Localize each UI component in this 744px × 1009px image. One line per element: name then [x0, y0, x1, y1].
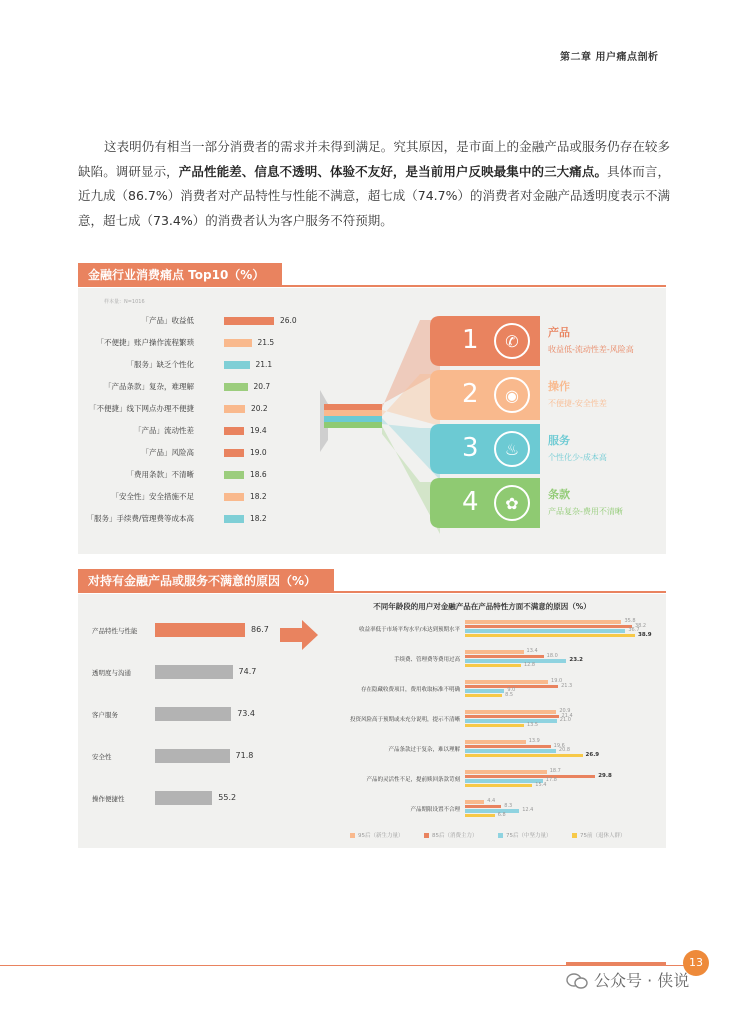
category-icon: ♨ [494, 431, 530, 467]
footer-accent [566, 962, 666, 966]
age-bar-value: 8.5 [505, 691, 514, 698]
reason-bar [155, 665, 233, 679]
age-bar [465, 809, 519, 813]
age-bar-value: 29.8 [598, 772, 612, 779]
age-bar-value: 13.5 [526, 721, 539, 728]
category-icon: ✆ [494, 323, 530, 359]
top10-label: 「不便捷」线下网点办理不便捷 [89, 404, 194, 413]
top10-row [90, 315, 320, 327]
age-bar [465, 710, 556, 714]
age-bar-value: 38.9 [638, 631, 652, 638]
age-bar [465, 770, 547, 774]
age-row-label: 产品的灵活性不足，提前赎回条款苛刻 [366, 777, 460, 783]
age-bar [465, 664, 521, 668]
intro-paragraph [78, 135, 670, 233]
age-row-label: 存在隐藏收费项目，费用收取标准不明确 [360, 687, 460, 693]
age-bar [465, 650, 524, 654]
top10-row [90, 469, 320, 481]
legend-item [424, 831, 478, 839]
age-bar-value: 19.6 [553, 742, 565, 749]
top10-row [90, 337, 320, 349]
reason-value: 71.8 [235, 751, 254, 760]
age-bar-value: 17.8 [545, 777, 557, 783]
age-bar-value: 12.4 [522, 807, 534, 813]
age-bar [465, 775, 595, 779]
category-number: 1 [462, 325, 479, 355]
category-number: 3 [462, 433, 479, 463]
age-bar [465, 779, 543, 783]
reason-label: 安全性 [92, 753, 112, 761]
top10-value: 20.7 [253, 382, 271, 391]
top10-bar [224, 515, 244, 523]
reason-value: 73.4 [237, 709, 255, 718]
top10-bar [224, 405, 245, 413]
legend-label: 75前（退休人群） [580, 833, 626, 839]
age-row-label: 投资风险高于预期或未充分说明，提示不清晰 [349, 717, 460, 723]
age-bar [465, 689, 504, 693]
top10-value: 20.2 [251, 404, 268, 413]
category-title: 服务 [548, 434, 570, 447]
legend-item [350, 831, 404, 839]
age-bar [465, 625, 632, 629]
top10-value: 21.5 [257, 338, 275, 347]
legend-swatch [498, 833, 503, 838]
legend-label: 75后（中坚力量） [506, 833, 552, 839]
reason-label: 产品特性与性能 [92, 627, 138, 635]
intro-bold: 产品性能差、信息不透明、体验不友好，是当前用户反映最集中的三大痛点。 [178, 163, 608, 179]
legend-swatch [572, 833, 577, 838]
age-bar-value: 20.8 [558, 747, 571, 753]
age-row-label: 手续费、管理费等费用过高 [393, 657, 460, 663]
reason-label: 透明度与沟通 [92, 669, 131, 677]
top10-label: 「不便捷」账户操作流程繁琐 [96, 338, 194, 347]
category-title: 产品 [548, 326, 570, 339]
age-bar [465, 745, 551, 749]
category-title: 条款 [548, 488, 570, 501]
age-bar-value: 13.9 [528, 738, 540, 744]
watermark: 公众号 · 侠说 [594, 971, 690, 990]
reason-bar [155, 707, 231, 721]
top10-row [86, 513, 320, 525]
age-bar [465, 680, 548, 684]
age-bar-value: 21.0 [559, 717, 571, 723]
age-bar-value: 19.0 [551, 678, 563, 684]
age-bar-value: 23.2 [569, 657, 583, 663]
reason-bar [155, 791, 212, 805]
top10-label: 「服务」手续费/管理费等成本高 [86, 514, 194, 523]
intro-text-1: 这表明仍有相当一部分消费者的需求并未得到满足。究其原因，是市面上的金融产品或服务仍存在较多缺陷。调研显示， [78, 139, 670, 179]
age-row-label: 产品条款过于复杂，难以理解 [388, 747, 460, 753]
age-bar [465, 740, 526, 744]
age-bar [465, 724, 524, 728]
legend-item [498, 831, 552, 839]
top10-bar [224, 383, 248, 391]
age-bar [465, 805, 501, 809]
page-number: 13 [683, 950, 709, 976]
chapter-header: 第二章 用户痛点剖析 [560, 52, 659, 63]
age-bar [465, 749, 556, 753]
age-bar-value: 18.7 [549, 768, 561, 774]
category-number: 4 [462, 487, 479, 517]
reason-label: 客户服务 [92, 711, 118, 719]
top10-bar [224, 317, 274, 325]
age-bar [465, 814, 495, 818]
top10-label: 「产品」收益低 [141, 316, 194, 325]
age-bar-value: 8.3 [504, 802, 513, 809]
age-row-label: 产品期限设置不合理 [410, 807, 460, 813]
top10-value: 18.2 [250, 492, 267, 501]
top10-value: 19.4 [250, 426, 267, 435]
category-title: 操作 [548, 380, 570, 393]
category-subtitle: 个性化少-成本高 [548, 453, 607, 462]
top10-label: 「产品条款」复杂，难理解 [104, 382, 194, 391]
age-bar [465, 715, 559, 719]
age-bar-value: 15.4 [535, 781, 547, 788]
top10-label: 「服务」缺乏个性化 [126, 360, 194, 369]
top10-value: 21.1 [255, 360, 273, 369]
reason-label: 操作便捷性 [92, 795, 125, 803]
top10-bar [224, 339, 252, 347]
top10-label: 「产品」流动性差 [134, 426, 194, 435]
legend-swatch [424, 833, 429, 838]
top10-value: 18.2 [250, 514, 267, 523]
reason-value: 74.7 [238, 667, 257, 676]
legend-swatch [350, 833, 355, 838]
top10-value: 19.0 [250, 448, 267, 457]
age-bar [465, 629, 625, 633]
section2-title: 对持有金融产品或服务不满意的原因（%） [78, 569, 334, 593]
reason-value: 86.7 [251, 625, 269, 634]
top10-value: 18.6 [250, 470, 267, 479]
top10-label: 「产品」风险高 [141, 448, 194, 457]
category-subtitle: 不便捷-安全性差 [548, 399, 607, 408]
age-bar [465, 754, 583, 758]
age-bar-value: 35.8 [624, 618, 636, 624]
funnel-graphic [300, 312, 440, 542]
sample-size: 样本量：N=1016 [104, 299, 145, 305]
category-icon: ◉ [494, 377, 530, 413]
age-bar [465, 634, 635, 638]
top10-bar [224, 427, 244, 435]
category-subtitle: 产品复杂-费用不清晰 [548, 507, 623, 516]
top10-bar [224, 471, 244, 479]
age-bar-value: 9.0 [507, 687, 516, 693]
age-bar-value: 36.7 [628, 627, 640, 633]
age-bar-value: 21.3 [561, 682, 573, 689]
age-bar [465, 800, 484, 804]
age-bar-value: 26.9 [585, 751, 600, 758]
age-bar [465, 694, 502, 698]
age-bar [465, 655, 544, 659]
top10-row [90, 425, 320, 437]
top10-bar [224, 449, 244, 457]
section2-rule [78, 591, 666, 593]
section1-title: 金融行业消费痛点 Top10（%） [78, 263, 282, 287]
age-bar [465, 719, 557, 723]
top10-row [90, 359, 320, 371]
age-bar-value: 18.0 [546, 652, 558, 659]
legend-label: 85后（消费主力） [432, 833, 478, 839]
category-number: 2 [462, 379, 479, 409]
age-bar-value: 6.8 [497, 811, 506, 818]
age-bar-value: 20.9 [559, 708, 571, 714]
age-bar-value: 38.2 [634, 622, 647, 629]
top10-bar [224, 493, 244, 501]
legend-item [572, 831, 626, 839]
reason-bar [155, 623, 245, 637]
reason-bar [155, 749, 230, 763]
age-bar-value: 21.4 [561, 712, 573, 719]
top10-row [90, 491, 320, 503]
top10-bar [224, 361, 250, 369]
top10-label: 「安全性」安全措施不足 [111, 492, 194, 501]
age-bar-value: 13.4 [526, 648, 538, 654]
age-bar-value: 4.4 [487, 798, 496, 804]
top10-row [90, 381, 320, 393]
top10-value: 26.0 [280, 316, 297, 325]
wechat-icon [566, 972, 588, 990]
legend-label: 95后（新生力量） [358, 833, 404, 839]
age-bar-value: 12.8 [523, 661, 536, 668]
age-bar [465, 784, 532, 788]
age-chart-title: 不同年龄段的用户对金融产品在产品特性方面不满意的原因（%） [373, 602, 591, 611]
category-subtitle: 收益低-流动性差-风险高 [548, 345, 634, 354]
top10-label: 「费用条款」不清晰 [126, 470, 194, 479]
intro-text-2: 具体而言，近九成（86.7%）消费者对产品特性与性能不满意，超七成（74.7%）的消费者对金融产品透明度表示不满意，超七成（73.4%）的消费者认为客户服务不符预期。 [78, 163, 670, 228]
top10-row [90, 447, 320, 459]
reason-value: 55.2 [218, 793, 237, 802]
age-bar [465, 620, 621, 624]
age-bar [465, 659, 566, 663]
section1-rule [78, 285, 666, 287]
top10-row [90, 403, 320, 415]
category-icon: ✿ [494, 485, 530, 521]
age-row-label: 收益率低于市场平均水平/未达到预期水平 [359, 627, 460, 633]
